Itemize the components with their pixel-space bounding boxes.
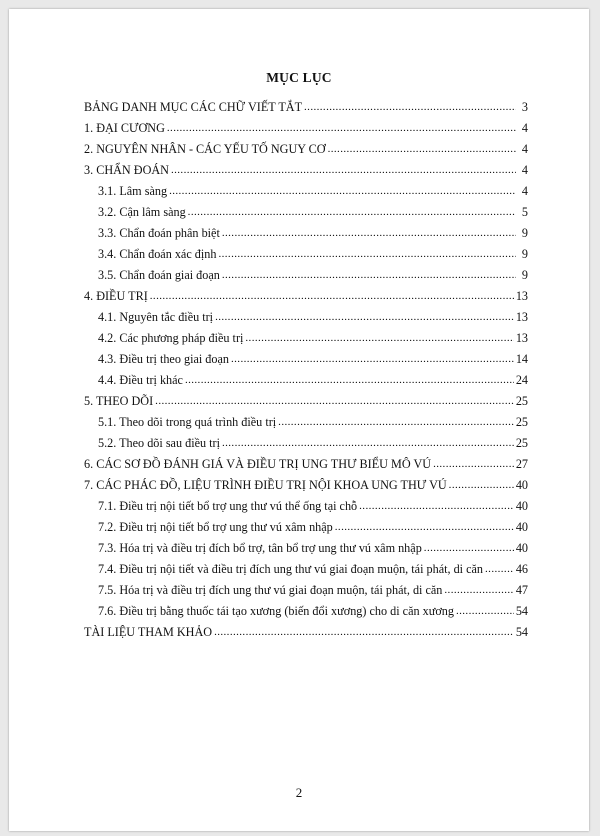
toc-entry-page: 25 bbox=[515, 394, 528, 408]
toc-entry-label: 7.2. Điều trị nội tiết bổ trợ ung thư vú xâm nhập bbox=[98, 520, 333, 534]
toc-dot-leader bbox=[304, 100, 516, 115]
toc-dot-leader bbox=[328, 142, 516, 157]
toc-entry-page: 9 bbox=[521, 226, 528, 240]
toc-entry-label: 4.2. Các phương pháp điều trị bbox=[98, 331, 244, 345]
toc-entry-page: 27 bbox=[515, 457, 528, 471]
toc-entry-page: 25 bbox=[515, 436, 528, 450]
toc-dot-leader bbox=[449, 478, 514, 493]
toc-dot-leader bbox=[424, 541, 514, 556]
toc-entry-page: 9 bbox=[521, 268, 528, 282]
table-of-contents bbox=[84, 94, 528, 640]
toc-entry[interactable] bbox=[84, 136, 528, 157]
toc-dot-leader bbox=[215, 310, 514, 325]
toc-entry-label: 7. CÁC PHÁC ĐỒ, LIỆU TRÌNH ĐIỀU TRỊ NỘI KHOA UNG THƯ VÚ bbox=[84, 478, 447, 492]
toc-entry-label: 4.4. Điều trị khác bbox=[98, 373, 183, 387]
toc-dot-leader bbox=[169, 184, 516, 199]
toc-entry-page: 54 bbox=[515, 625, 528, 639]
toc-entry-label: 3.4. Chẩn đoán xác định bbox=[98, 247, 217, 261]
toc-title: MỤC LỤC bbox=[266, 70, 332, 85]
toc-entry-label: 4.1. Nguyên tắc điều trị bbox=[98, 310, 214, 324]
toc-dot-leader bbox=[222, 226, 516, 241]
toc-entry[interactable] bbox=[84, 241, 528, 262]
toc-entry-label: 1. ĐẠI CƯƠNG bbox=[84, 121, 165, 135]
toc-entry-label: 4.3. Điều trị theo giai đoạn bbox=[98, 352, 229, 366]
toc-dot-leader bbox=[214, 625, 514, 640]
toc-dot-leader bbox=[433, 457, 514, 472]
toc-entry-page: 40 bbox=[515, 478, 528, 492]
toc-entry[interactable] bbox=[84, 598, 528, 619]
toc-entry[interactable] bbox=[84, 535, 528, 556]
toc-entry[interactable] bbox=[84, 472, 528, 493]
toc-dot-leader bbox=[444, 583, 513, 598]
document-page bbox=[9, 9, 589, 831]
toc-entry-page: 40 bbox=[515, 499, 528, 513]
toc-dot-leader bbox=[185, 373, 514, 388]
toc-entry-label: 3.1. Lâm sàng bbox=[98, 184, 168, 198]
toc-dot-leader bbox=[171, 163, 516, 178]
toc-entry-page: 4 bbox=[521, 184, 528, 198]
toc-entry-label: 4. ĐIỀU TRỊ bbox=[84, 289, 148, 303]
toc-entry[interactable] bbox=[84, 115, 528, 136]
toc-entry-page: 24 bbox=[515, 373, 528, 387]
toc-entry-label: 2. NGUYÊN NHÂN - CÁC YẾU TỐ NGUY CƠ bbox=[84, 142, 326, 156]
toc-entry[interactable] bbox=[84, 430, 528, 451]
toc-dot-leader bbox=[456, 604, 514, 619]
toc-entry-page: 4 bbox=[521, 163, 528, 177]
toc-entry[interactable] bbox=[84, 220, 528, 241]
toc-entry[interactable] bbox=[84, 409, 528, 430]
toc-entry-label: 3.2. Cận lâm sàng bbox=[98, 205, 186, 219]
toc-dot-leader bbox=[245, 331, 513, 346]
toc-dot-leader bbox=[335, 520, 514, 535]
toc-entry-label: 7.4. Điều trị nội tiết và điều trị đích ung thư vú giai đoạn muộn, tái phát, di căn bbox=[98, 562, 484, 576]
toc-entry-label: 7.3. Hóa trị và điều trị đích bổ trợ, tân bổ trợ ung thư vú xâm nhập bbox=[98, 541, 422, 555]
toc-entry[interactable] bbox=[84, 556, 528, 577]
toc-dot-leader bbox=[222, 436, 514, 451]
toc-dot-leader bbox=[231, 352, 514, 367]
toc-entry[interactable] bbox=[84, 325, 528, 346]
toc-entry-page: 13 bbox=[515, 331, 528, 345]
toc-dot-leader bbox=[150, 289, 514, 304]
toc-entry-label: TÀI LIỆU THAM KHẢO bbox=[84, 625, 213, 639]
toc-entry[interactable] bbox=[84, 619, 528, 640]
toc-entry[interactable] bbox=[84, 451, 528, 472]
toc-entry-page: 4 bbox=[521, 121, 528, 135]
toc-dot-leader bbox=[485, 562, 514, 577]
toc-entry-page: 14 bbox=[515, 352, 528, 366]
page-number: 2 bbox=[295, 785, 303, 800]
toc-entry[interactable] bbox=[84, 388, 528, 409]
toc-dot-leader bbox=[167, 121, 516, 136]
toc-entry[interactable] bbox=[84, 199, 528, 220]
toc-entry-page: 3 bbox=[521, 100, 528, 114]
toc-entry-page: 13 bbox=[515, 289, 528, 303]
toc-entry-label: 3.3. Chẩn đoán phân biệt bbox=[98, 226, 220, 240]
toc-dot-leader bbox=[188, 205, 516, 220]
toc-entry-label: 6. CÁC SƠ ĐỒ ĐÁNH GIÁ VÀ ĐIỀU TRỊ UNG THƯ BIỂU MÔ VÚ bbox=[84, 457, 432, 471]
toc-entry-label: 5. THEO DÕI bbox=[84, 394, 154, 408]
toc-entry[interactable] bbox=[84, 94, 528, 115]
toc-entry-page: 5 bbox=[521, 205, 528, 219]
toc-entry-label: 7.6. Điều trị bằng thuốc tái tạo xương (biến đổi xương) cho di căn xương bbox=[98, 604, 454, 618]
toc-entry-page: 40 bbox=[515, 520, 528, 534]
toc-entry[interactable] bbox=[84, 493, 528, 514]
toc-entry[interactable] bbox=[84, 178, 528, 199]
toc-entry-page: 40 bbox=[515, 541, 528, 555]
toc-entry-page: 13 bbox=[515, 310, 528, 324]
toc-entry-label: 5.2. Theo dõi sau điều trị bbox=[98, 436, 220, 450]
toc-dot-leader bbox=[278, 415, 514, 430]
toc-dot-leader bbox=[155, 394, 514, 409]
toc-entry[interactable] bbox=[84, 304, 528, 325]
toc-dot-leader bbox=[218, 247, 516, 262]
toc-entry-page: 47 bbox=[515, 583, 528, 597]
toc-dot-leader bbox=[222, 268, 516, 283]
toc-entry-label: BẢNG DANH MỤC CÁC CHỮ VIẾT TẮT bbox=[84, 100, 303, 114]
toc-entry-label: 7.5. Hóa trị và điều trị đích ung thư vú giai đoạn muộn, tái phát, di căn bbox=[98, 583, 443, 597]
toc-entry[interactable] bbox=[84, 514, 528, 535]
toc-entry[interactable] bbox=[84, 262, 528, 283]
toc-entry[interactable] bbox=[84, 346, 528, 367]
toc-entry-page: 46 bbox=[515, 562, 528, 576]
toc-entry-page: 4 bbox=[521, 142, 528, 156]
toc-entry-label: 5.1. Theo dõi trong quá trình điều trị bbox=[98, 415, 277, 429]
toc-entry-label: 7.1. Điều trị nội tiết bổ trợ ung thư vú thể ống tại chỗ bbox=[98, 499, 358, 513]
toc-entry[interactable] bbox=[84, 577, 528, 598]
toc-entry-label: 3.5. Chẩn đoán giai đoạn bbox=[98, 268, 220, 282]
toc-entry-label: 3. CHẨN ĐOÁN bbox=[84, 163, 169, 177]
toc-entry[interactable] bbox=[84, 157, 528, 178]
toc-entry-page: 9 bbox=[521, 247, 528, 261]
toc-dot-leader bbox=[359, 499, 514, 514]
toc-entry[interactable] bbox=[84, 367, 528, 388]
toc-entry[interactable] bbox=[84, 283, 528, 304]
toc-entry-page: 54 bbox=[515, 604, 528, 618]
toc-entry-page: 25 bbox=[515, 415, 528, 429]
